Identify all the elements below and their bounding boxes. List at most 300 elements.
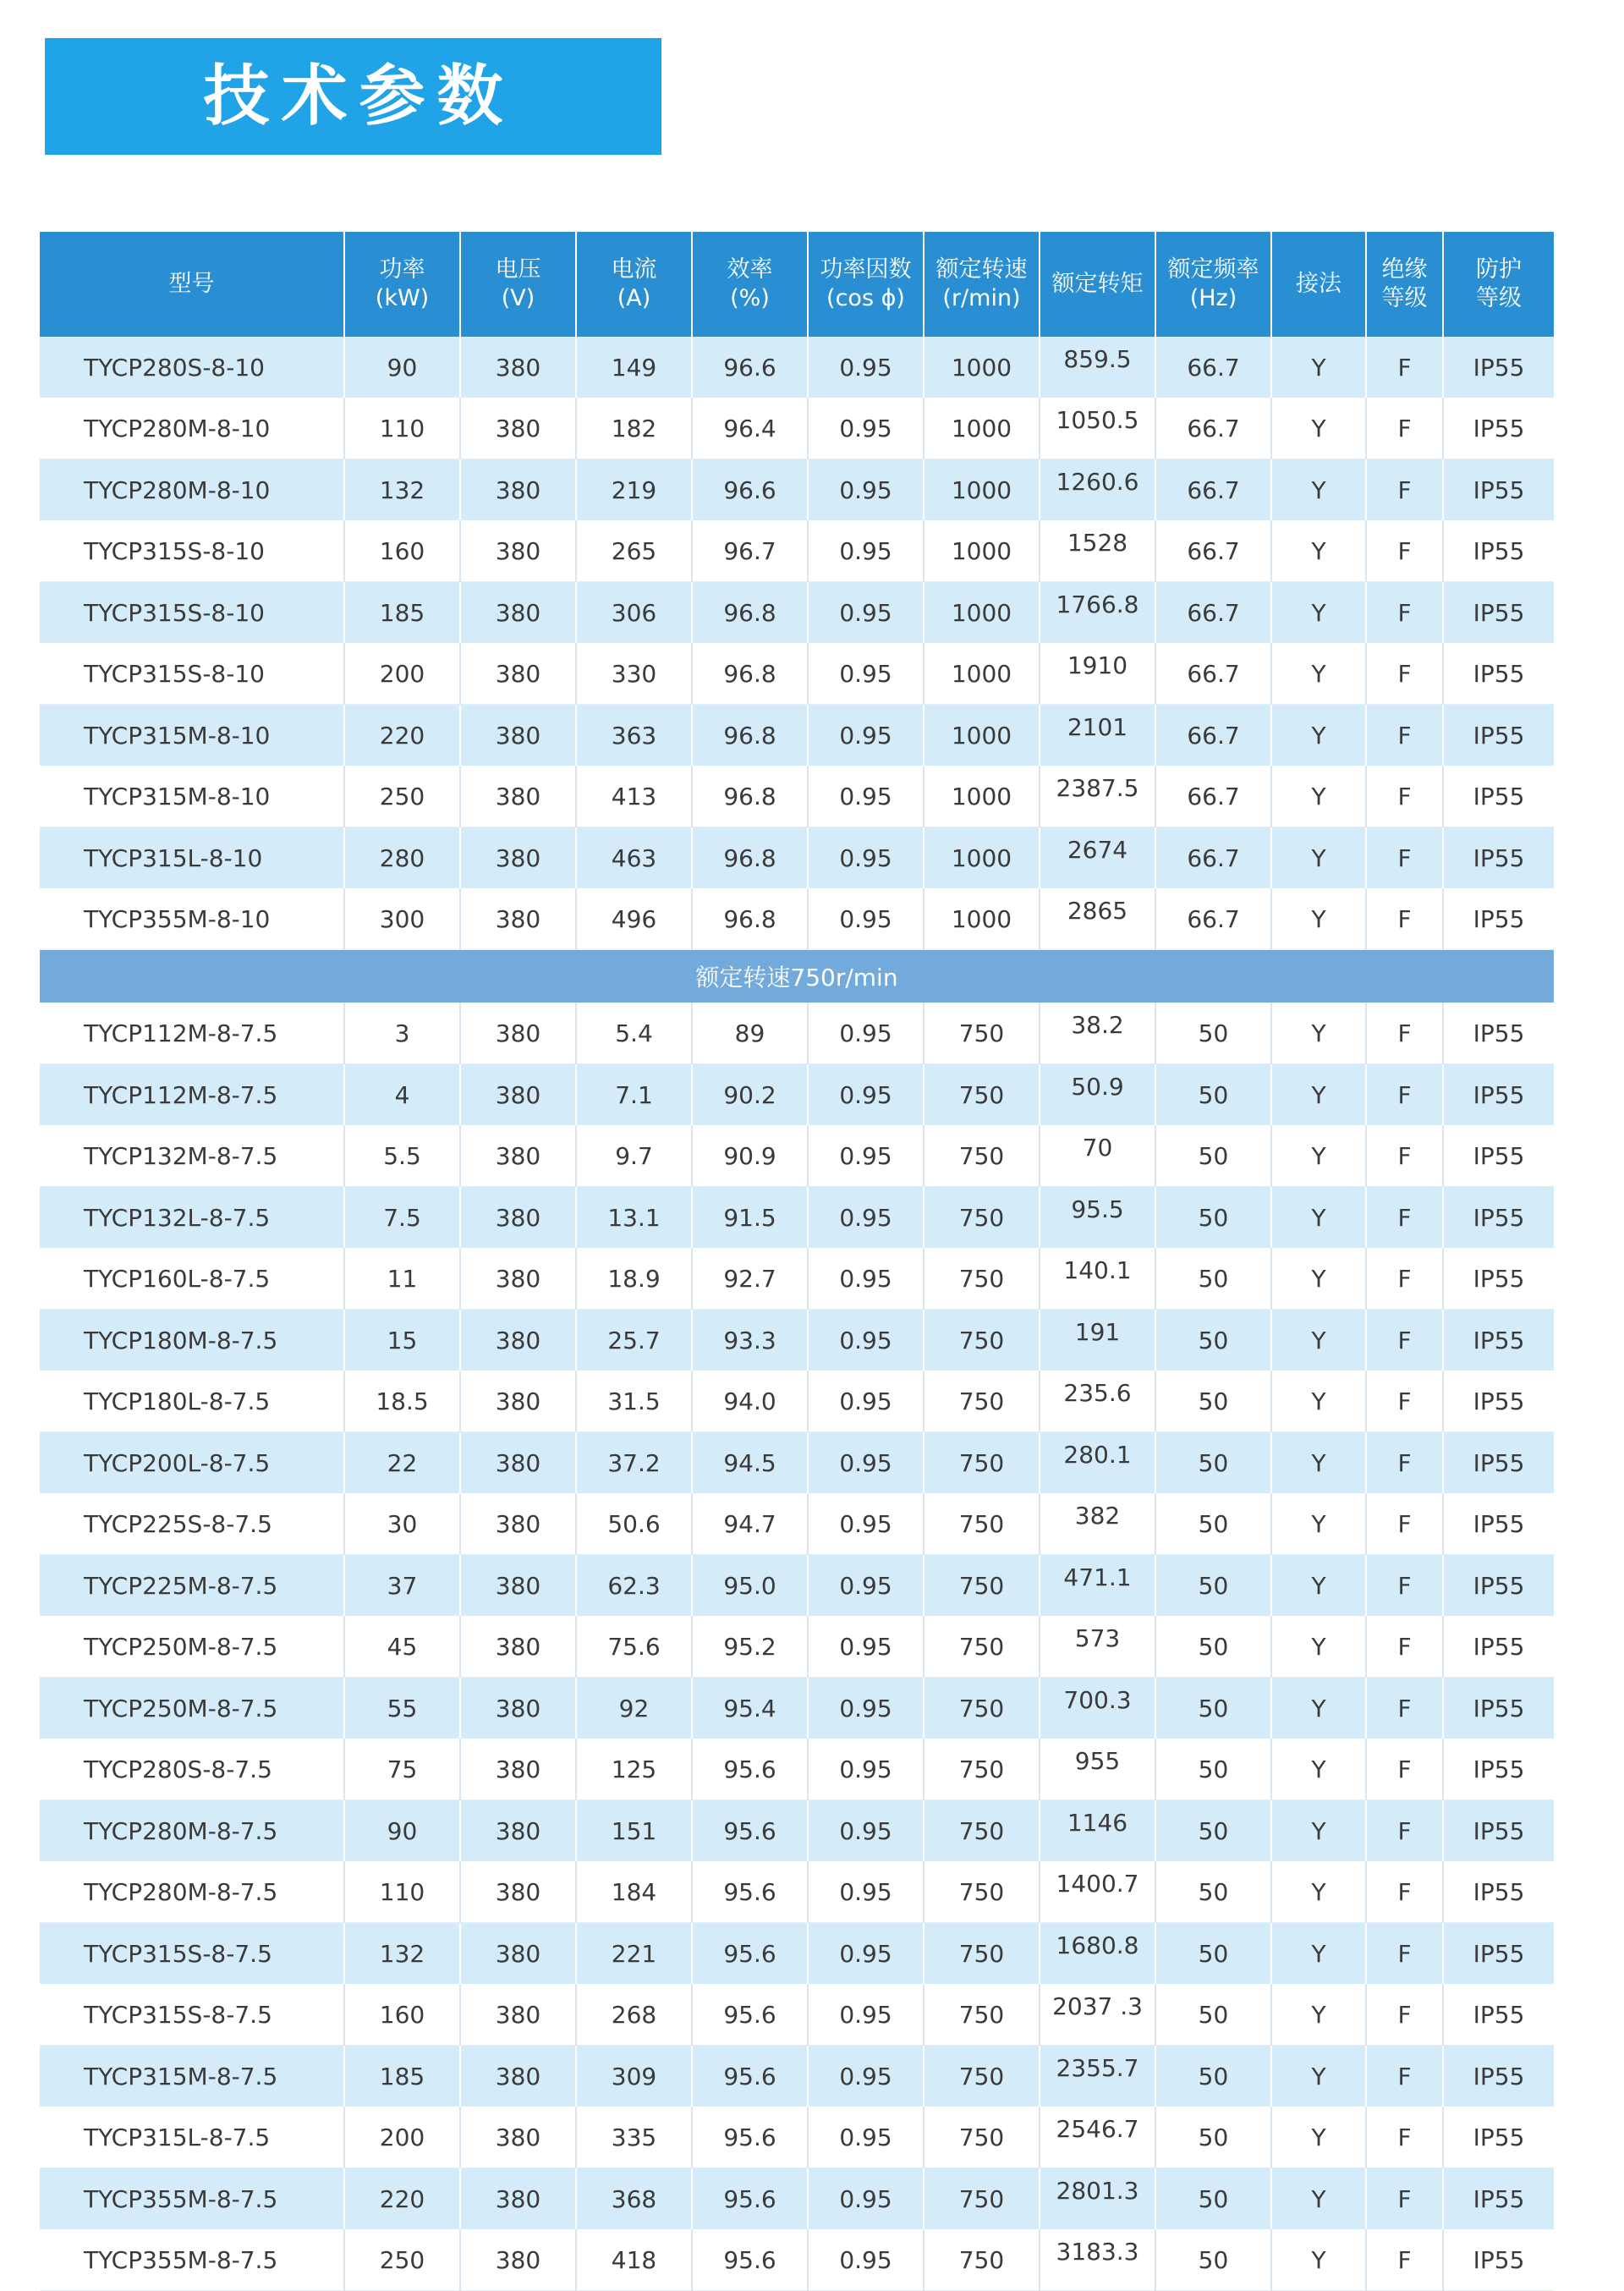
cell-power: 110 — [344, 1861, 460, 1923]
table-row — [40, 1800, 1554, 1862]
cell-insulation-class: F — [1366, 1064, 1443, 1126]
spec-table — [40, 232, 1554, 2291]
header-label: 额定频率 — [1167, 256, 1259, 283]
cell-voltage: 380 — [460, 1310, 576, 1371]
cell-current: 125 — [576, 1739, 692, 1800]
cell-efficiency: 94.7 — [692, 1493, 808, 1555]
header-unit: 等级 — [1381, 285, 1428, 311]
cell-protection-class: IP55 — [1443, 1371, 1554, 1432]
table-row — [40, 459, 1554, 521]
header-unit: (kW) — [375, 285, 430, 311]
cell-protection-class: IP55 — [1443, 1310, 1554, 1371]
cell-rated-torque: 382 — [1040, 1493, 1155, 1555]
cell-efficiency: 95.6 — [692, 1739, 808, 1800]
cell-insulation-class: F — [1366, 1371, 1443, 1432]
cell-model: TYCP280M-8-7.5 — [40, 1800, 344, 1862]
cell-rated-torque: 70 — [1040, 1125, 1155, 1187]
cell-power: 55 — [344, 1678, 460, 1739]
cell-current: 37.2 — [576, 1432, 692, 1494]
cell-connection: Y — [1271, 520, 1366, 582]
table-row — [40, 1064, 1554, 1126]
header-unit: (A) — [617, 285, 651, 311]
table-row — [40, 1555, 1554, 1617]
cell-rated-torque: 50.9 — [1040, 1064, 1155, 1126]
header-label: 电压 — [495, 256, 541, 283]
cell-rated-speed: 750 — [924, 1432, 1040, 1494]
cell-rated-frequency: 50 — [1155, 1248, 1271, 1310]
cell-voltage: 380 — [460, 2107, 576, 2168]
cell-rated-torque: 2037 .3 — [1040, 1984, 1155, 2046]
cell-insulation-class: F — [1366, 1125, 1443, 1187]
cell-model: TYCP250M-8-7.5 — [40, 1616, 344, 1678]
cell-rated-speed: 750 — [924, 1493, 1040, 1555]
table-row — [40, 398, 1554, 459]
cell-model: TYCP132L-8-7.5 — [40, 1187, 344, 1249]
cell-rated-torque: 38.2 — [1040, 1003, 1155, 1064]
cell-power: 200 — [344, 643, 460, 705]
cell-power: 75 — [344, 1739, 460, 1800]
cell-rated-frequency: 66.7 — [1155, 643, 1271, 705]
cell-power-factor: 0.95 — [808, 766, 924, 827]
cell-rated-frequency: 50 — [1155, 1616, 1271, 1678]
cell-voltage: 380 — [460, 1371, 576, 1432]
cell-power-factor: 0.95 — [808, 459, 924, 521]
cell-protection-class: IP55 — [1443, 1432, 1554, 1494]
cell-rated-torque: 1146 — [1040, 1800, 1155, 1862]
section-label: 额定转速750r/min — [40, 950, 1554, 1003]
cell-voltage: 380 — [460, 520, 576, 582]
table-row — [40, 2229, 1554, 2291]
cell-current: 496 — [576, 888, 692, 950]
cell-rated-speed: 750 — [924, 1003, 1040, 1064]
cell-power-factor: 0.95 — [808, 1187, 924, 1249]
cell-rated-torque: 2801.3 — [1040, 2168, 1155, 2230]
cell-insulation-class: F — [1366, 1003, 1443, 1064]
cell-efficiency: 94.5 — [692, 1432, 808, 1494]
cell-rated-frequency: 50 — [1155, 1187, 1271, 1249]
table-row — [40, 337, 1554, 398]
cell-insulation-class: F — [1366, 2107, 1443, 2168]
cell-model: TYCP280M-8-10 — [40, 459, 344, 521]
cell-current: 25.7 — [576, 1310, 692, 1371]
table-row — [40, 705, 1554, 766]
cell-power-factor: 0.95 — [808, 520, 924, 582]
cell-rated-speed: 750 — [924, 1616, 1040, 1678]
cell-voltage: 380 — [460, 459, 576, 521]
cell-rated-frequency: 50 — [1155, 1003, 1271, 1064]
cell-power-factor: 0.95 — [808, 1493, 924, 1555]
cell-connection: Y — [1271, 2046, 1366, 2107]
cell-power-factor: 0.95 — [808, 1678, 924, 1739]
cell-connection: Y — [1271, 766, 1366, 827]
cell-rated-torque: 1680.8 — [1040, 1923, 1155, 1985]
cell-rated-frequency: 50 — [1155, 1555, 1271, 1617]
cell-rated-speed: 750 — [924, 1555, 1040, 1617]
cell-model: TYCP132M-8-7.5 — [40, 1125, 344, 1187]
cell-connection: Y — [1271, 459, 1366, 521]
cell-connection: Y — [1271, 1003, 1366, 1064]
cell-current: 9.7 — [576, 1125, 692, 1187]
cell-efficiency: 96.8 — [692, 888, 808, 950]
cell-connection: Y — [1271, 1861, 1366, 1923]
cell-rated-torque: 573 — [1040, 1616, 1155, 1678]
cell-protection-class: IP55 — [1443, 827, 1554, 889]
cell-rated-speed: 750 — [924, 2168, 1040, 2230]
table-row — [40, 1923, 1554, 1985]
cell-power-factor: 0.95 — [808, 1984, 924, 2046]
cell-rated-frequency: 66.7 — [1155, 705, 1271, 766]
cell-current: 151 — [576, 1800, 692, 1862]
header-rated-speed — [924, 232, 1040, 337]
cell-model: TYCP315M-8-10 — [40, 705, 344, 766]
cell-power: 220 — [344, 2168, 460, 2230]
cell-protection-class: IP55 — [1443, 1800, 1554, 1862]
cell-efficiency: 96.4 — [692, 398, 808, 459]
cell-power-factor: 0.95 — [808, 1800, 924, 1862]
cell-current: 13.1 — [576, 1187, 692, 1249]
cell-model: TYCP355M-8-10 — [40, 888, 344, 950]
cell-rated-torque: 235.6 — [1040, 1371, 1155, 1432]
cell-rated-torque: 859.5 — [1040, 337, 1155, 398]
cell-rated-torque: 2674 — [1040, 827, 1155, 889]
cell-insulation-class: F — [1366, 1187, 1443, 1249]
cell-rated-torque: 1766.8 — [1040, 582, 1155, 644]
cell-efficiency: 94.0 — [692, 1371, 808, 1432]
header-unit: (V) — [501, 285, 535, 311]
cell-power: 185 — [344, 582, 460, 644]
cell-efficiency: 96.8 — [692, 643, 808, 705]
cell-protection-class: IP55 — [1443, 582, 1554, 644]
cell-rated-torque: 191 — [1040, 1310, 1155, 1371]
cell-insulation-class: F — [1366, 1984, 1443, 2046]
cell-connection: Y — [1271, 1739, 1366, 1800]
cell-power-factor: 0.95 — [808, 1861, 924, 1923]
cell-protection-class: IP55 — [1443, 1678, 1554, 1739]
table-header-row — [40, 232, 1554, 337]
cell-rated-speed: 750 — [924, 1248, 1040, 1310]
header-insulation-class — [1366, 232, 1443, 337]
table-row — [40, 1861, 1554, 1923]
cell-rated-torque: 280.1 — [1040, 1432, 1155, 1494]
cell-power: 132 — [344, 1923, 460, 1985]
cell-rated-frequency: 50 — [1155, 1923, 1271, 1985]
header-label: 绝缘 — [1381, 256, 1428, 283]
cell-voltage: 380 — [460, 1984, 576, 2046]
cell-model: TYCP180L-8-7.5 — [40, 1371, 344, 1432]
table-row — [40, 1187, 1554, 1249]
cell-rated-frequency: 50 — [1155, 2229, 1271, 2291]
cell-insulation-class: F — [1366, 1248, 1443, 1310]
cell-protection-class: IP55 — [1443, 1064, 1554, 1126]
cell-rated-frequency: 66.7 — [1155, 398, 1271, 459]
cell-efficiency: 95.0 — [692, 1555, 808, 1617]
cell-efficiency: 95.4 — [692, 1678, 808, 1739]
cell-model: TYCP315S-8-7.5 — [40, 1984, 344, 2046]
cell-power: 110 — [344, 398, 460, 459]
header-model — [40, 232, 344, 337]
cell-rated-speed: 1000 — [924, 766, 1040, 827]
cell-efficiency: 95.6 — [692, 2107, 808, 2168]
cell-rated-frequency: 66.7 — [1155, 766, 1271, 827]
cell-rated-torque: 471.1 — [1040, 1555, 1155, 1617]
cell-power: 132 — [344, 459, 460, 521]
cell-power: 22 — [344, 1432, 460, 1494]
cell-protection-class: IP55 — [1443, 459, 1554, 521]
cell-rated-torque: 2387.5 — [1040, 766, 1155, 827]
cell-voltage: 380 — [460, 1493, 576, 1555]
cell-protection-class: IP55 — [1443, 1187, 1554, 1249]
cell-insulation-class: F — [1366, 2229, 1443, 2291]
cell-connection: Y — [1271, 2229, 1366, 2291]
cell-model: TYCP250M-8-7.5 — [40, 1678, 344, 1739]
cell-connection: Y — [1271, 1371, 1366, 1432]
cell-efficiency: 95.6 — [692, 1984, 808, 2046]
header-unit: 等级 — [1476, 285, 1522, 311]
cell-rated-speed: 750 — [924, 1739, 1040, 1800]
cell-power: 185 — [344, 2046, 460, 2107]
cell-rated-speed: 750 — [924, 1310, 1040, 1371]
cell-rated-frequency: 66.7 — [1155, 582, 1271, 644]
cell-power-factor: 0.95 — [808, 1003, 924, 1064]
cell-rated-frequency: 50 — [1155, 1984, 1271, 2046]
cell-power-factor: 0.95 — [808, 2107, 924, 2168]
cell-connection: Y — [1271, 1493, 1366, 1555]
cell-rated-speed: 750 — [924, 1125, 1040, 1187]
cell-rated-frequency: 50 — [1155, 1371, 1271, 1432]
cell-insulation-class: F — [1366, 459, 1443, 521]
cell-insulation-class: F — [1366, 888, 1443, 950]
cell-power-factor: 0.95 — [808, 2168, 924, 2230]
cell-rated-speed: 750 — [924, 1984, 1040, 2046]
page-title: 技术参数 — [203, 58, 515, 135]
cell-power: 45 — [344, 1616, 460, 1678]
cell-model: TYCP225S-8-7.5 — [40, 1493, 344, 1555]
header-current — [576, 232, 692, 337]
table-row — [40, 1984, 1554, 2046]
cell-rated-speed: 750 — [924, 1064, 1040, 1126]
cell-efficiency: 91.5 — [692, 1187, 808, 1249]
cell-current: 5.4 — [576, 1003, 692, 1064]
cell-power-factor: 0.95 — [808, 337, 924, 398]
table-row — [40, 1310, 1554, 1371]
cell-protection-class: IP55 — [1443, 1923, 1554, 1985]
cell-power: 4 — [344, 1064, 460, 1126]
cell-protection-class: IP55 — [1443, 1861, 1554, 1923]
table-row — [40, 827, 1554, 889]
cell-model: TYCP315S-8-10 — [40, 582, 344, 644]
cell-model: TYCP280M-8-7.5 — [40, 1861, 344, 1923]
table-row — [40, 582, 1554, 644]
cell-power-factor: 0.95 — [808, 888, 924, 950]
cell-model: TYCP200L-8-7.5 — [40, 1432, 344, 1494]
cell-model: TYCP160L-8-7.5 — [40, 1248, 344, 1310]
cell-voltage: 380 — [460, 827, 576, 889]
cell-rated-speed: 1000 — [924, 643, 1040, 705]
cell-voltage: 380 — [460, 1432, 576, 1494]
cell-power: 250 — [344, 766, 460, 827]
cell-power: 37 — [344, 1555, 460, 1617]
header-unit: (Hz) — [1189, 285, 1237, 311]
cell-power: 200 — [344, 2107, 460, 2168]
cell-rated-frequency: 50 — [1155, 2107, 1271, 2168]
cell-rated-speed: 750 — [924, 1861, 1040, 1923]
cell-efficiency: 96.6 — [692, 459, 808, 521]
cell-connection: Y — [1271, 582, 1366, 644]
cell-power: 220 — [344, 705, 460, 766]
cell-protection-class: IP55 — [1443, 398, 1554, 459]
cell-rated-frequency: 66.7 — [1155, 337, 1271, 398]
cell-connection: Y — [1271, 337, 1366, 398]
cell-rated-torque: 140.1 — [1040, 1248, 1155, 1310]
cell-power-factor: 0.95 — [808, 582, 924, 644]
cell-current: 62.3 — [576, 1555, 692, 1617]
table-row — [40, 1125, 1554, 1187]
table-row — [40, 2168, 1554, 2230]
header-protection-class — [1443, 232, 1554, 337]
cell-voltage: 380 — [460, 2229, 576, 2291]
cell-rated-frequency: 50 — [1155, 1739, 1271, 1800]
cell-voltage: 380 — [460, 1187, 576, 1249]
cell-rated-torque: 3183.3 — [1040, 2229, 1155, 2291]
header-label: 型号 — [168, 271, 215, 297]
cell-model: TYCP315M-8-10 — [40, 766, 344, 827]
cell-rated-frequency: 66.7 — [1155, 888, 1271, 950]
cell-efficiency: 90.9 — [692, 1125, 808, 1187]
cell-efficiency: 95.6 — [692, 1923, 808, 1985]
cell-current: 268 — [576, 1984, 692, 2046]
cell-power: 90 — [344, 1800, 460, 1862]
cell-model: TYCP355M-8-7.5 — [40, 2168, 344, 2230]
cell-connection: Y — [1271, 1187, 1366, 1249]
cell-rated-speed: 750 — [924, 2107, 1040, 2168]
cell-voltage: 380 — [460, 398, 576, 459]
title-banner — [45, 38, 661, 155]
cell-model: TYCP180M-8-7.5 — [40, 1310, 344, 1371]
header-rated-torque — [1040, 232, 1155, 337]
cell-power-factor: 0.95 — [808, 1125, 924, 1187]
header-label: 额定转矩 — [1051, 271, 1144, 297]
cell-connection: Y — [1271, 643, 1366, 705]
cell-connection: Y — [1271, 1432, 1366, 1494]
cell-protection-class: IP55 — [1443, 2107, 1554, 2168]
cell-insulation-class: F — [1366, 2168, 1443, 2230]
cell-current: 363 — [576, 705, 692, 766]
cell-voltage: 380 — [460, 705, 576, 766]
cell-efficiency: 95.2 — [692, 1616, 808, 1678]
cell-voltage: 380 — [460, 1125, 576, 1187]
cell-connection: Y — [1271, 705, 1366, 766]
cell-rated-speed: 750 — [924, 1678, 1040, 1739]
cell-power-factor: 0.95 — [808, 1616, 924, 1678]
cell-rated-torque: 1910 — [1040, 643, 1155, 705]
cell-efficiency: 96.6 — [692, 337, 808, 398]
cell-current: 18.9 — [576, 1248, 692, 1310]
header-voltage — [460, 232, 576, 337]
cell-insulation-class: F — [1366, 827, 1443, 889]
cell-current: 335 — [576, 2107, 692, 2168]
header-label: 功率因数 — [820, 256, 912, 283]
cell-rated-speed: 750 — [924, 1187, 1040, 1249]
cell-power-factor: 0.95 — [808, 1310, 924, 1371]
cell-protection-class: IP55 — [1443, 1984, 1554, 2046]
cell-power-factor: 0.95 — [808, 1064, 924, 1126]
cell-power-factor: 0.95 — [808, 705, 924, 766]
cell-rated-torque: 2546.7 — [1040, 2107, 1155, 2168]
cell-protection-class: IP55 — [1443, 1493, 1554, 1555]
cell-rated-torque: 1400.7 — [1040, 1861, 1155, 1923]
cell-power-factor: 0.95 — [808, 1371, 924, 1432]
cell-power-factor: 0.95 — [808, 1432, 924, 1494]
cell-current: 309 — [576, 2046, 692, 2107]
cell-power: 280 — [344, 827, 460, 889]
cell-current: 182 — [576, 398, 692, 459]
cell-power: 160 — [344, 520, 460, 582]
cell-rated-speed: 1000 — [924, 827, 1040, 889]
cell-rated-speed: 750 — [924, 1371, 1040, 1432]
cell-efficiency: 95.6 — [692, 2168, 808, 2230]
table-body — [40, 337, 1554, 2291]
cell-efficiency: 95.6 — [692, 2229, 808, 2291]
cell-power-factor: 0.95 — [808, 827, 924, 889]
table-row — [40, 1493, 1554, 1555]
table-row — [40, 766, 1554, 827]
cell-rated-torque: 700.3 — [1040, 1678, 1155, 1739]
cell-model: TYCP280S-8-7.5 — [40, 1739, 344, 1800]
cell-voltage: 380 — [460, 1678, 576, 1739]
cell-power: 3 — [344, 1003, 460, 1064]
cell-power: 90 — [344, 337, 460, 398]
cell-voltage: 380 — [460, 766, 576, 827]
cell-voltage: 380 — [460, 2046, 576, 2107]
cell-current: 184 — [576, 1861, 692, 1923]
cell-connection: Y — [1271, 1248, 1366, 1310]
cell-power-factor: 0.95 — [808, 1248, 924, 1310]
cell-connection: Y — [1271, 827, 1366, 889]
cell-insulation-class: F — [1366, 1678, 1443, 1739]
cell-insulation-class: F — [1366, 2046, 1443, 2107]
cell-rated-torque: 955 — [1040, 1739, 1155, 1800]
cell-rated-frequency: 50 — [1155, 1861, 1271, 1923]
cell-efficiency: 96.8 — [692, 705, 808, 766]
cell-insulation-class: F — [1366, 1555, 1443, 1617]
cell-efficiency: 92.7 — [692, 1248, 808, 1310]
table-row — [40, 520, 1554, 582]
cell-power: 30 — [344, 1493, 460, 1555]
header-label: 效率 — [727, 256, 773, 283]
cell-connection: Y — [1271, 1555, 1366, 1617]
cell-rated-speed: 750 — [924, 1800, 1040, 1862]
cell-connection: Y — [1271, 1678, 1366, 1739]
table-row — [40, 1003, 1554, 1064]
header-unit: (%) — [730, 285, 770, 311]
header-label: 电流 — [611, 256, 657, 283]
header-label: 功率 — [379, 256, 425, 283]
cell-model: TYCP225M-8-7.5 — [40, 1555, 344, 1617]
cell-efficiency: 95.6 — [692, 1800, 808, 1862]
header-rated-frequency — [1155, 232, 1271, 337]
header-connection — [1271, 232, 1366, 337]
cell-rated-speed: 750 — [924, 1923, 1040, 1985]
cell-efficiency: 93.3 — [692, 1310, 808, 1371]
cell-protection-class: IP55 — [1443, 766, 1554, 827]
cell-efficiency: 96.8 — [692, 827, 808, 889]
cell-insulation-class: F — [1366, 520, 1443, 582]
cell-rated-speed: 1000 — [924, 398, 1040, 459]
cell-protection-class: IP55 — [1443, 705, 1554, 766]
cell-connection: Y — [1271, 1616, 1366, 1678]
cell-voltage: 380 — [460, 2168, 576, 2230]
cell-model: TYCP355M-8-7.5 — [40, 2229, 344, 2291]
